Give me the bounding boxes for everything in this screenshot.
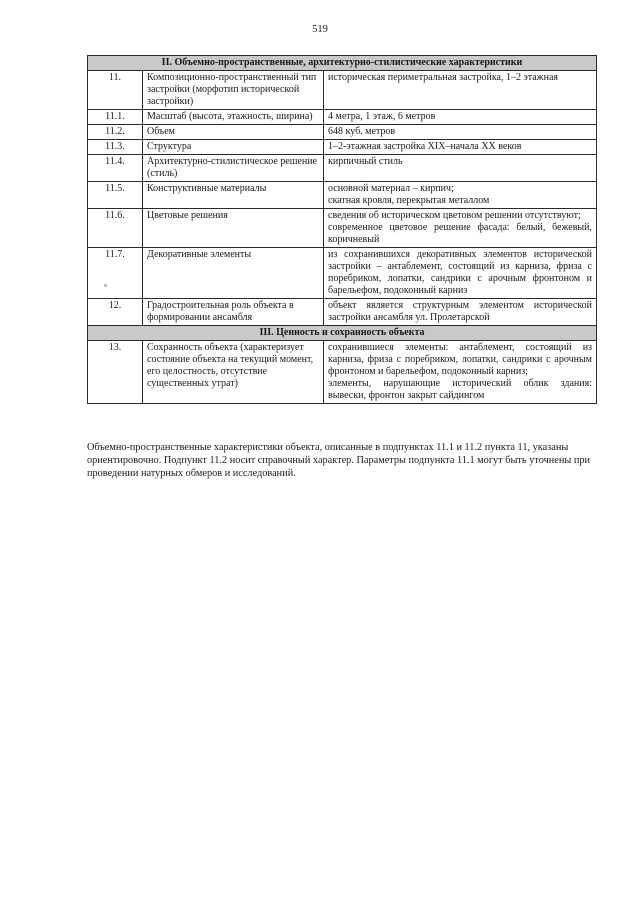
footnote-paragraph: Объемно-пространственные характеристики объекта, описанные в подпунктах 11.1 и 11.2 пункта 11, указаны ориентировочно. Подпункт 11.2 носит справочный характер. Параметры подпункта 11.1 могут быть уточнены при проведении натурных обмеров и исследований. bbox=[87, 442, 591, 479]
value-line: 1–2-этажная застройка XIX–начала XX веков bbox=[328, 141, 522, 152]
row-characteristic-name: Архитектурно-стилистическое решение (стиль) bbox=[143, 155, 324, 182]
value-line: сведения об историческом цветовом решении отсутствуют; bbox=[328, 210, 581, 221]
table-row bbox=[88, 209, 597, 248]
scan-dot bbox=[104, 284, 107, 287]
row-characteristic-name: Объем bbox=[143, 125, 324, 140]
row-characteristic-value bbox=[324, 209, 597, 248]
characteristics-table bbox=[87, 55, 597, 404]
row-number: 11.5. bbox=[88, 182, 143, 209]
table-row bbox=[88, 125, 597, 140]
value-line: основной материал – кирпич; bbox=[328, 183, 454, 194]
value-line: из сохранившихся декоративных элементов исторической застройки – антаблемент, состоящий из карниза, фриза с поребриком, лопатки, сандрики с арочным фронтоном и барельефом, подоконный карниз bbox=[328, 249, 592, 296]
section-2-header-row bbox=[88, 56, 597, 71]
row-characteristic-name: Градостроительная роль объекта в формировании ансамбля bbox=[143, 299, 324, 326]
row-characteristic-name: Структура bbox=[143, 140, 324, 155]
value-line: кирпичный стиль bbox=[328, 156, 403, 167]
table-row bbox=[88, 182, 597, 209]
table-body bbox=[88, 56, 597, 404]
section-2-title: II. Объемно-пространственные, архитектурно-стилистические характеристики bbox=[88, 56, 597, 71]
page-number: 519 bbox=[312, 24, 328, 35]
row-characteristic-value bbox=[324, 182, 597, 209]
row-characteristic-value bbox=[324, 155, 597, 182]
table-row bbox=[88, 299, 597, 326]
section-3-header-row bbox=[88, 326, 597, 341]
row-characteristic-name: Декоративные элементы bbox=[143, 248, 324, 299]
table-row bbox=[88, 110, 597, 125]
row-characteristic-name: Сохранность объекта (характеризует состояние объекта на текущий момент, его целостность, отсутствие существенных утрат) bbox=[143, 341, 324, 404]
row-characteristic-value bbox=[324, 71, 597, 110]
row-characteristic-value bbox=[324, 341, 597, 404]
row-characteristic-value bbox=[324, 299, 597, 326]
row-characteristic-name: Конструктивные материалы bbox=[143, 182, 324, 209]
section-3-title: III. Ценность и сохранность объекта bbox=[88, 326, 597, 341]
row-number: 12. bbox=[88, 299, 143, 326]
table-row bbox=[88, 71, 597, 110]
row-characteristic-value bbox=[324, 140, 597, 155]
value-line: элементы, нарушающие исторический облик здания: вывески, фронтон закрыт сайдингом bbox=[328, 378, 592, 401]
value-line: 4 метра, 1 этаж, 6 метров bbox=[328, 111, 436, 122]
row-characteristic-value bbox=[324, 125, 597, 140]
value-line: сохранившиеся элементы: антаблемент, состоящий из карниза, фриза с поребриком, лопатки, сандрики с арочным фронтоном и барельефом, подоконный карниз; bbox=[328, 342, 592, 377]
row-number: 11.2. bbox=[88, 125, 143, 140]
row-number: 11.7. bbox=[88, 248, 143, 299]
row-characteristic-value bbox=[324, 110, 597, 125]
table-row bbox=[88, 341, 597, 404]
row-number: 11.3. bbox=[88, 140, 143, 155]
row-number: 11.1. bbox=[88, 110, 143, 125]
row-number: 11. bbox=[88, 71, 143, 110]
row-number: 11.6. bbox=[88, 209, 143, 248]
value-line: скатная кровля, перекрытая металлом bbox=[328, 195, 490, 206]
row-number: 11.4. bbox=[88, 155, 143, 182]
value-line: историческая периметральная застройка, 1–2 этажная bbox=[328, 72, 558, 83]
row-characteristic-name: Цветовые решения bbox=[143, 209, 324, 248]
value-line: объект является структурным элементом исторической застройки ансамбля ул. Пролетарской bbox=[328, 300, 592, 323]
row-characteristic-name: Композиционно-пространственный тип застройки (морфотип исторической застройки) bbox=[143, 71, 324, 110]
row-characteristic-name: Масштаб (высота, этажность, ширина) bbox=[143, 110, 324, 125]
table-row bbox=[88, 140, 597, 155]
value-line: современное цветовое решение фасада: белый, бежевый, коричневый bbox=[328, 222, 592, 245]
row-number: 13. bbox=[88, 341, 143, 404]
table-row bbox=[88, 248, 597, 299]
table-row bbox=[88, 155, 597, 182]
row-characteristic-value bbox=[324, 248, 597, 299]
value-line: 648 куб. метров bbox=[328, 126, 396, 137]
